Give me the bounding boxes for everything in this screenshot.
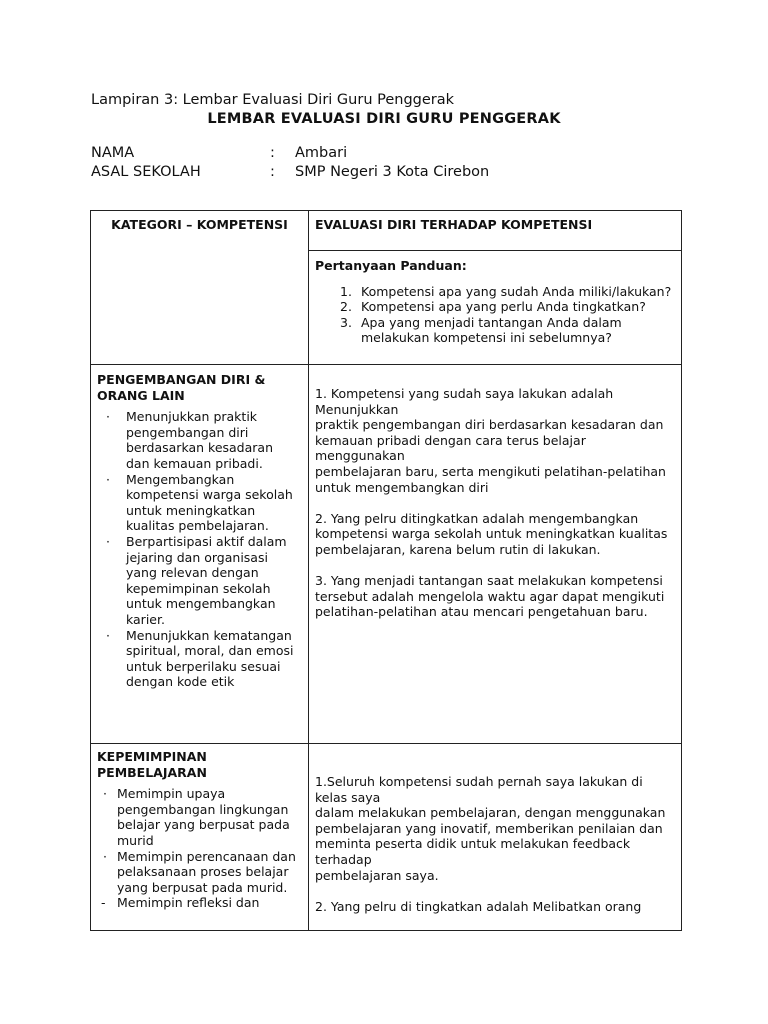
- colon: :: [270, 164, 275, 180]
- answer-line: pembelajaran yang inovatif, memberikan penilaian dan: [315, 820, 663, 836]
- section-row-kepemimpinan: [91, 744, 682, 931]
- section1-evaluation-cell: [309, 365, 682, 744]
- answer-line: pembelajaran saya.: [315, 867, 439, 883]
- header-cell-kategori: [91, 211, 309, 365]
- answer-line: menggunakan: [315, 448, 405, 464]
- answer-line: kompetensi warga sekolah untuk meningkatkan kualitas: [315, 526, 668, 542]
- nama-label: NAMA: [91, 145, 135, 161]
- answer-line: untuk mengembangkan diri: [315, 479, 489, 495]
- list-item: - Memimpin refleksi dan: [101, 895, 260, 911]
- section2-category-cell: [91, 744, 309, 931]
- section2-title-line1: KEPEMIMPINAN: [97, 749, 207, 764]
- answer-line: dalam melakukan pembelajaran, dengan menggunakan: [315, 805, 666, 821]
- document-title: LEMBAR EVALUASI DIRI GURU PENGGERAK: [207, 111, 561, 127]
- section-row-pengembangan: [91, 365, 682, 744]
- table-header-row: [91, 211, 682, 251]
- section2-title-line2: PEMBELAJARAN: [97, 764, 207, 780]
- answer-line: terhadap: [315, 851, 372, 867]
- list-item: · Menunjukkan praktik pengembangan diri berdasarkan kesadaran dan kemauan pribadi.: [106, 409, 273, 471]
- list-item: · Memimpin upaya pengembangan lingkungan belajar yang berpusat pada murid: [103, 786, 290, 848]
- section1-title-line2: ORANG LAIN: [97, 387, 185, 403]
- answer-line: 2. Yang pelru di tingkatkan adalah Melibatkan orang: [315, 898, 642, 914]
- list-item: 3. Apa yang menjadi tantangan Anda dalam melakukan kompetensi ini sebelumnya?: [340, 314, 622, 346]
- evaluation-table: [90, 210, 682, 931]
- answer-line: 1.Seluruh kompetensi sudah pernah saya lakukan di: [315, 774, 643, 789]
- guide-question-list: [315, 284, 675, 346]
- answer-line: kemauan pribadi dengan cara terus belajar: [315, 432, 586, 448]
- list-item: 2. Kompetensi apa yang perlu Anda tingkatkan?: [340, 299, 646, 315]
- section1-title-line1: PENGEMBANGAN DIRI &: [97, 372, 266, 387]
- nama-value: Ambari: [295, 145, 348, 161]
- answer-line: pembelajaran, karena belum rutin di lakukan.: [315, 541, 601, 557]
- answer-line: 1. Kompetensi yang sudah saya lakukan adalah: [315, 386, 614, 401]
- answer-line: kelas saya: [315, 789, 381, 805]
- answer-line: pelatihan-pelatihan atau mencari pengetahuan baru.: [315, 604, 648, 620]
- list-item: · Mengembangkan kompetensi warga sekolah untuk meningkatkan kualitas pembelajaran.: [106, 471, 293, 534]
- answer-line: praktik pengembangan diri berdasarkan kesadaran dan: [315, 417, 664, 433]
- list-item: · Berpartisipasi aktif dalam jejaring dan organisasi yang relevan dengan kepemimpinan sekolah untuk mengembangkan karier.: [106, 533, 287, 627]
- list-item: 1. Kompetensi apa yang sudah Anda miliki/lakukan?: [340, 283, 672, 299]
- sekolah-value: SMP Negeri 3 Kota Cirebon: [295, 164, 490, 180]
- section1-competency-list: [97, 409, 302, 690]
- guide-cell: [309, 251, 682, 365]
- answer-line: pembelajaran baru, serta mengikuti pelatihan-pelatihan: [315, 463, 666, 479]
- lampiran-heading: Lampiran 3: Lembar Evaluasi Diri Guru Penggerak: [91, 92, 455, 108]
- section1-category-cell: [91, 365, 309, 744]
- col2-header: EVALUASI DIRI TERHADAP KOMPETENSI: [315, 217, 593, 232]
- list-item: · Memimpin perencanaan dan pelaksanaan proses belajar yang berpusat pada murid.: [103, 848, 296, 895]
- colon: :: [270, 145, 275, 161]
- answer-line: meminta peserta didik untuk melakukan feedback: [315, 836, 631, 852]
- header-cell-evaluasi: [309, 211, 682, 251]
- sekolah-label: ASAL SEKOLAH: [91, 164, 201, 180]
- guide-title: Pertanyaan Panduan:: [315, 258, 467, 273]
- answer-line: 3. Yang menjadi tantangan saat melakukan kompetensi: [315, 573, 663, 589]
- col1-header: KATEGORI – KOMPETENSI: [111, 217, 288, 232]
- list-item: · Menunjukkan kematangan spiritual, moral, dan emosi untuk berperilaku sesuai dengan kode etik: [106, 627, 294, 690]
- answer-line: 2. Yang pelru ditingkatkan adalah mengembangkan: [315, 510, 639, 526]
- answer-line: tersebut adalah mengelola waktu agar dapat mengikuti: [315, 588, 665, 604]
- section2-evaluation-cell: [309, 744, 682, 931]
- answer-line: Menunjukkan: [315, 401, 399, 417]
- section2-competency-list: [97, 786, 302, 911]
